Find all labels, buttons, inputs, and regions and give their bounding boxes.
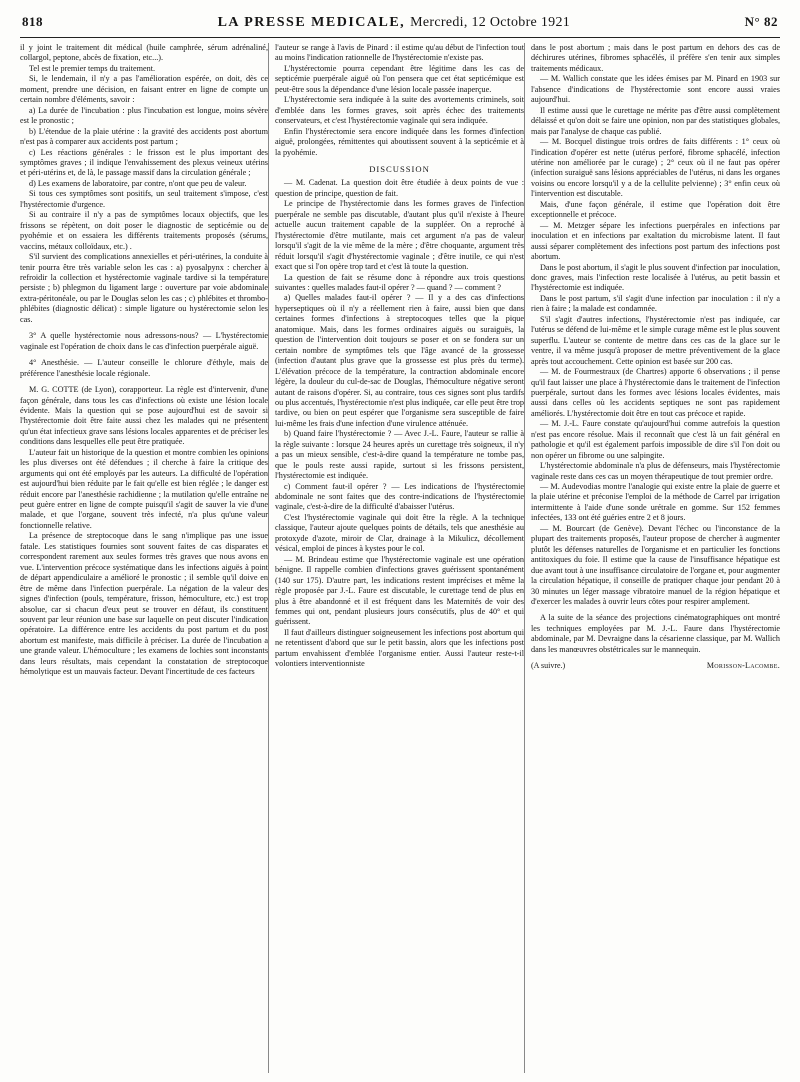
paragraph: Si, le lendemain, il n'y a pas l'amélioration espérée, on doit, dès ce moment, prendre une décision, en faisant entrer en ligne de compte un certain nombre d'éléments, savoir : [20,74,268,105]
author-signature: Morisson-Lacombe. [706,661,780,671]
paragraph: M. G. COTTE (de Lyon), corapporteur. La règle est d'intervenir, d'une façon générale, dans tous les cas d'infections où existe une lésion locale évidente. Mais la question qui se pose aujourd'hui est de savoir si l'hystérectomie doit être faite aussi chez les malades qui ne présentent qu'un état infectieux grave sans lésions locales apparentes et de préciser les conditions dans lesquelles elle peut être pratiquée. [20,385,268,447]
paragraph: — M. Audevodias montre l'analogie qui existe entre la plaie de guerre et la plaie utérine et préconise l'emploi de la méthode de Carrel par irrigation intermittente à l'aide d'une sonde urétrale en gomme. Sur 152 femmes infectées, 133 ont été guéries entre 2 et 8 jours. [531,482,780,523]
paragraph: Le principe de l'hystérectomie dans les formes graves de l'infection puerpérale ne semble pas discutable, d'autant plus qu'il n'existe à l'heure actuelle aucun traitement capable de la suppléer. On a reproché à l'hystérectomie d'être mutilante, mais cet argument n'a pas de valeur lorsqu'il s'agit de la vie même de la mère ; d'être choquante, argument très réduit lorsqu'il s'agit d'hystérectomie vaginale ; d'être inutile, ce qui n'est exact que si l'on opère trop tard et c'est là toute la question. [275,199,524,272]
page-header [20,14,780,38]
paragraph: c) Comment faut-il opérer ? — Les indications de l'hystérectomie abdominale ne sont faites que des contre-indications de l'hystérectomie vaginale, c'est-à-dire de la difficulté d'abaisser l'utérus. [275,481,524,512]
paragraph: b) Quand faire l'hystérectomie ? — Avec J.-L. Faure, l'auteur se rallie à la règle suivante : lorsque 24 heures après un curettage très soigneux, il n'y a pas un mieux sensible, c'est-à-dire quand la température ne tombe pas, que le pouls reste aussi rapide, surtout si les frissons persistent, l'hystérectomie est indiquée. [275,429,524,481]
text-columns [20,43,780,1073]
paragraph: a) Quelles malades faut-il opérer ? — Il y a des cas d'infections hyperseptiques où il n'y a réellement rien à faire, aussi bien que dans certaines formes d'infections à streptocoques telles que la pique anatomique. Mais, dans les formes ordinaires aiguës ou suraiguës, la question de l'intervention doit toujours se poser et on se fondera sur un certain nombre de symptômes tels que l'âge avancé de la grossesse (infection d'autant plus grave que la grossesse est plus près du terme). L'élévation précoce de la température, la contraction abdominale encore légère, la douleur du cul-de-sac de Douglas, l'hémoculture négative seront autant de raisons d'opérer. Si, au contraire, tous ces signes sont plus tardifs ou plus accentués, l'hystérectomie n'est plus indiquée, car elle peut être trop tardive, ou bien on peut espérer que l'organisme sera susceptible de faire lui-même les frais d'une infection d'une virulence atténuée. [275,293,524,428]
paragraph: Mais, d'une façon générale, il estime que l'opération doit être exceptionnelle et précoce. [531,199,780,220]
column-1 [20,43,268,1073]
paragraph: Dans le post abortum, il s'agit le plus souvent d'infection par inoculation, donc graves, mais l'infection reste localisée à l'utérus, au petit bassin et l'hystérectomie est indiquée. [531,262,780,293]
paragraph: a) La durée de l'incubation : plus l'incubation est longue, moins sévère est le pronostic ; [20,105,268,126]
issue-date: Mercredi, 12 Octobre 1921 [410,15,571,30]
paragraph: dans le post abortum ; mais dans le post partum en dehors des cas de déchirures utérines, fibromes sphacélés, il préfère s'en tenir aux simples traitements médicaux. [531,43,780,73]
paragraph: l'auteur se range à l'avis de Pinard : il estime qu'au début de l'infection tout au moins l'indication rationnelle de l'hystérectomie n'existe pas. [275,43,524,63]
paragraph: 4° Anesthésie. — L'auteur conseille le chlorure d'éthyle, mais de préférence l'anesthésie locale régionale. [20,358,268,378]
section-heading: DISCUSSION [369,163,430,174]
journal-name: LA PRESSE MEDICALE, [217,15,406,30]
paragraph: — M. Bourcart (de Genève). Devant l'échec ou l'inconstance de la plupart des traitements proposés, l'auteur propose de chercher à augmenter plutôt les défenses naturelles de l'organisme et en particulier les fonctions antitoxiques du foie. Il estime que la cause de l'insuffisance hépatique est due avant tout à une insuffisance circulatoire de l'organe et, pour augmenter la circulation hépatique, il conseille de pratiquer chaque jour pendant 20 à 30 minutes un léger massage vibratoire manuel de la région hépatique et d'exercer les malades à ouvrir leurs côtes pour respirer amplement. [531,523,780,607]
paragraph: S'il s'agit d'autres infections, l'hystérectomie n'est pas indiquée, car l'utérus se défend de lui-même et le simple curage même est le plus souvent superflu. L'auteur se contente de mettre dans ces cas de la glace sur le ventre, il va même jusqu'à proposer de mettre préventivement de la glace après tout accouchement. Cette opinion est basée sur 200 cas. [531,314,780,366]
paragraph: b) L'étendue de la plaie utérine : la gravité des accidents post abortum n'est pas à comparer aux accidents post partum ; [20,126,268,147]
paragraph: — M. Wallich constate que les idées émises par M. Pinard en 1903 sur l'absence d'indications de l'hystérectomie sont encore aussi vraies aujourd'hui. [531,74,780,105]
paragraph: Si au contraire il n'y a pas de symptômes locaux objectifs, que les frissons se répètent, on doit poser le diagnostic de septicémie ou de pyohémie et on essaiera les différents traitements proposés (sérums, vaccins, métaux colloïdaux, etc.) . [20,210,268,251]
paragraph: Dans le post partum, s'il s'agit d'une infection par inoculation : il n'y a rien à faire ; la malade est condamnée. [531,293,780,314]
paragraph: il y joint le traitement dit médical (huile camphrée, sérum adrénaliné, collargol, peptone, abcès de fixation, etc...). [20,43,268,63]
paragraph: S'il survient des complications annexielles et péri-utérines, la conduite à tenir pourra être très variable selon les cas : a) pyosalpynx : chercher à refroidir la collection et hystérectomie vaginale tardive si la température persiste ; b) phlegmon du ligament large : ouverture par voie abdominale extra-péritonéale, ou par le Douglas selon les cas ; c) phlébites et thrombo-phlébites (diagnostic délicat) : simple ligature ou hystérectomie selon les cas. [20,252,268,324]
paragraph: — M. Metzger sépare les infections puerpérales en infections par inoculation et en infections par exaltation du microbisme latent. Il faut aussi séparer complètement des infections post partum des infections post abortum. [531,220,780,262]
paragraph: Il estime aussi que le curettage ne mérite pas d'être aussi complètement délaissé et qu'on doit se faire une opinion, non par des statistiques globales, mais par l'analyse de chaque cas publié. [531,105,780,136]
page-number: 818 [22,14,43,29]
paragraph: — M. J.-L. Faure constate qu'aujourd'hui comme autrefois la question n'est pas encore résolue. Mais il reconnaît que c'est là un fait général en pathologie et qu'il est également parfois impossible de dire s'il l'on doit ou non opérer un fibrome ou une salpingite. [531,419,780,460]
paragraph: — M. de Fourmestraux (de Chartres) apporte 6 observations ; il pense qu'il faut laisser une place à l'hystérectomie dans le traitement de l'infection puerpérale, surtout dans les formes avec lésions locales évidentes, mais aussi dans celles où les accidents septiques ne sont pas rapidement améliorés. L'hystérectomie doit être en tout cas précoce et rapide. [531,367,780,418]
column-2 [268,43,524,1073]
paragraph: Si tous ces symptômes sont positifs, un seul traitement s'impose, c'est l'hystérectomie d'urgence. [20,189,268,209]
paragraph: c) Les réactions générales : le frisson est le plus important des symptômes graves ; il indique l'envahissement des plexus veineux utérins et péri-utérins et, de là, le passage massif dans la circulation générale ; [20,147,268,178]
paragraph: d) Les examens de laboratoire, par contre, n'ont que peu de valeur. [29,178,247,188]
paragraph: L'auteur fait un historique de la question et montre combien les opinions les plus diverses ont été défendues ; il cherche à faire la critique des arguments qui ont été employés par les auteurs. La difficulté de l'opération est aujourd'hui bien réduite par le fait qu'elle est bien réglée ; le danger est réduit encore par l'anesthésie rachidienne ; la mutilation qu'elle entraîne ne peut guère entrer en ligne de compte puisqu'il s'agit de sauver la vie d'une malade, et que l'organe, souvent très infecté, n'a plus qu'une valeur fonctionnelle relative. [20,447,268,530]
paragraph: — M. Bocquel distingue trois ordres de faits différents : 1° ceux où l'indication d'opérer est nette (utérus perforé, fibrome sphacélé, infection utérine non améliorée par le curage) ; 2° ceux où il ne faut pas opérer (infection suraiguë sans lésions appréciables de l'utérus, ni dans les organes voisins ou encore lorsqu'il y a de la cellulite pelvienne) ; 3° enfin ceux où l'intervention est discutable. [531,137,780,199]
paragraph: La question de fait se résume donc à répondre aux trois questions suivantes : quelles malades faut-il opérer ? — quand ? — comment ? [275,272,524,292]
issue-number: N° 82 [744,14,778,29]
signature-line [531,661,780,671]
journal-title [218,15,571,31]
paragraph: L'hystérectomie pourra cependant être légitime dans les cas de septicémie puerpérale aiguë où l'on pensera que cet état septicémique est peut-être sous la dépendance d'une lésion locale passée inaperçue. [275,63,524,94]
paragraph: C'est l'hystérectomie vaginale qui doit être la règle. A la technique classique, l'auteur ajoute quelques points de détails, tels que anesthésie au protoxyde d'azote, miroir de Clar, drainage à la Mikulicz, décollement vésical, emploi de pinces à kystes pour le col. [275,512,524,554]
column-3 [524,43,780,1073]
paragraph: — M. Brindeau estime que l'hystérectomie vaginale est une opération bénigne. Il rappelle combien d'infections graves guérissent spontanément (140 sur 175). D'autre part, les indications restent imprécises et même la règle proposée par J.-L. Faure est discutable, le curettage tend de plus en plus à être abandonné et il est fréquent dans les Maternités de voir des femmes qui ont, pendant plusieurs jours consécutifs, plus de 40° et qui guérissent. [275,554,524,627]
paragraph: 3° A quelle hystérectomie nous adressons-nous? — L'hystérectomie vaginale est l'opération de choix dans le cas d'infection puerpérale aiguë. [20,331,268,351]
paragraph: L'hystérectomie sera indiquée à la suite des avortements criminels, soit d'emblée dans les formes graves, soit après échec des traitements conservateurs, et c'est l'hystérectomie vaginale qui sera indiquée. [275,95,524,126]
paragraph: Il faut d'ailleurs distinguer soigneusement les infections post abortum qui ne retentissent d'abord que sur le petit bassin, alors que les infections post partum envahissent d'emblée l'organisme entier. Aussi l'auteur reste-t-il volontiers interventionniste [275,627,524,669]
paragraph: Enfin l'hystérectomie sera encore indiquée dans les formes d'infection aiguë, prolongées, rémittentes qui aboutissent souvent à la septicémie et à la pyohémie. [275,126,524,157]
paragraph: L'hystérectomie abdominale n'a plus de défenseurs, mais l'hystérectomie vaginale reste dans ces cas un moyen thérapeutique de tout premier ordre. [531,461,780,481]
to-be-continued: (A suivre.) [531,661,566,671]
paragraph: — M. Cadenat. La question doit être étudiée à deux points de vue : question de principe, question de fait. [275,178,524,198]
paragraph: La présence de streptocoque dans le sang n'implique pas une issue fatale. Les statistiques fournies sont souvent faites de cas disparates et correspondent rarement aux seules formes très graves que nous avons en vue. L'intervention précoce systématique dans les infections aiguës à point de départ appendiculaire a amélioré le pronostic ; il semble qu'il doive en être de même dans l'infection puerpérale. La négation de la valeur des signes d'infection (pouls, température, frisson, hémoculture, etc.) est trop absolue, car si chacun d'eux peut se trouver en défaut, ils constituent souvent par leur réunion une base sur laquelle on peut discuter l'indication opératoire. La différence entre les accidents du post partum et du post abortum est manifeste, mais difficile à préciser. La durée de l'incubation a une grande valeur. L'hémoculture ; les examens de lochies sont inconstants dans leurs résultats, mais cependant la constatation de streptocoque hémolytique est un mauvais facteur. Devant l'incertitude de ces facteurs [20,531,268,677]
paragraph: Tel est le premier temps du traitement. [29,63,156,73]
paragraph: A la suite de la séance des projections cinématographiques ont montré les techniques employées par M. J.-L. Faure dans l'hystérectomie abdominale, par M. Devraigne dans la césarienne classique, par M. Wallich dans les manœuvres obstétricales sur le mannequin. [531,613,780,654]
